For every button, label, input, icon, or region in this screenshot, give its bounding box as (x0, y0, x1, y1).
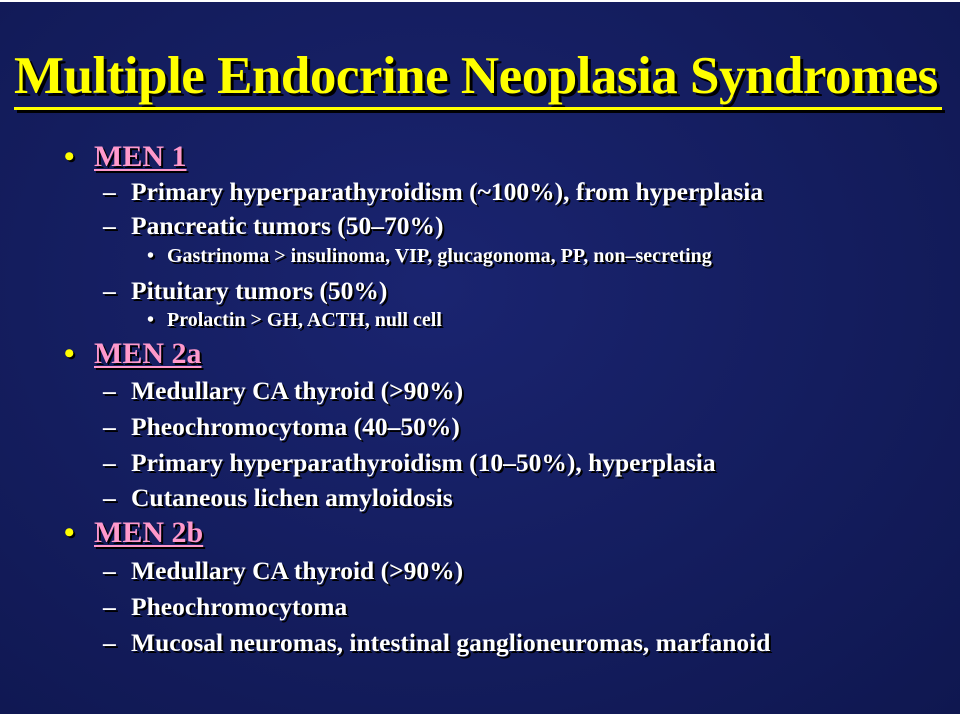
sub-list-item (147, 245, 712, 268)
section-heading: MEN 2a (94, 337, 202, 370)
list-item-text: Pheochromocytoma (40–50%) (131, 412, 460, 441)
sub-list-item-text: Gastrinoma > insulinoma, VIP, glucagonoma, PP, non–secreting (167, 245, 712, 267)
bullet-icon: • (64, 337, 75, 370)
dash-icon: – (103, 628, 116, 657)
dash-icon: – (103, 592, 116, 621)
list-item (103, 628, 770, 658)
sub-list-item (147, 309, 442, 332)
list-item-text: Medullary CA thyroid (>90%) (131, 556, 464, 585)
bullet-icon: • (64, 516, 75, 549)
dash-icon: – (103, 412, 116, 441)
list-item (103, 412, 460, 442)
list-item (103, 276, 387, 306)
section-men1 (64, 140, 187, 174)
dash-icon: – (103, 483, 116, 512)
list-item-text: Pheochromocytoma (131, 592, 348, 621)
list-item-text: Cutaneous lichen amyloidosis (131, 483, 453, 512)
dash-icon: – (103, 556, 116, 585)
bullet-icon: • (147, 309, 155, 331)
list-item-text: Mucosal neuromas, intestinal ganglioneuromas, marfanoid (131, 628, 771, 657)
dash-icon: – (103, 211, 116, 240)
list-item (103, 376, 463, 406)
list-item-text: Medullary CA thyroid (>90%) (131, 376, 464, 405)
list-item (103, 592, 347, 622)
list-item (103, 211, 444, 241)
dash-icon: – (103, 276, 116, 305)
slide (0, 2, 960, 714)
bullet-icon: • (147, 245, 155, 267)
list-item (103, 483, 453, 513)
list-item-text: Pituitary tumors (50%) (131, 276, 388, 305)
list-item (103, 556, 463, 586)
slide-content (0, 2, 960, 714)
dash-icon: – (103, 177, 116, 206)
list-item-text: Primary hyperparathyroidism (10–50%), hyperplasia (131, 448, 716, 477)
list-item (103, 448, 716, 478)
dash-icon: – (103, 448, 116, 477)
sub-list-item-text: Prolactin > GH, ACTH, null cell (167, 309, 442, 331)
section-heading: MEN 2b (94, 516, 204, 549)
section-men2b (64, 516, 203, 550)
list-item-text: Primary hyperparathyroidism (~100%), from hyperplasia (131, 177, 764, 206)
list-item-text: Pancreatic tumors (50–70%) (131, 211, 444, 240)
slide-title: Multiple Endocrine Neoplasia Syndromes (14, 47, 938, 105)
bullet-icon: • (64, 140, 75, 173)
section-heading: MEN 1 (94, 140, 187, 173)
section-men2a (64, 337, 202, 371)
list-item (103, 177, 763, 207)
dash-icon: – (103, 376, 116, 405)
